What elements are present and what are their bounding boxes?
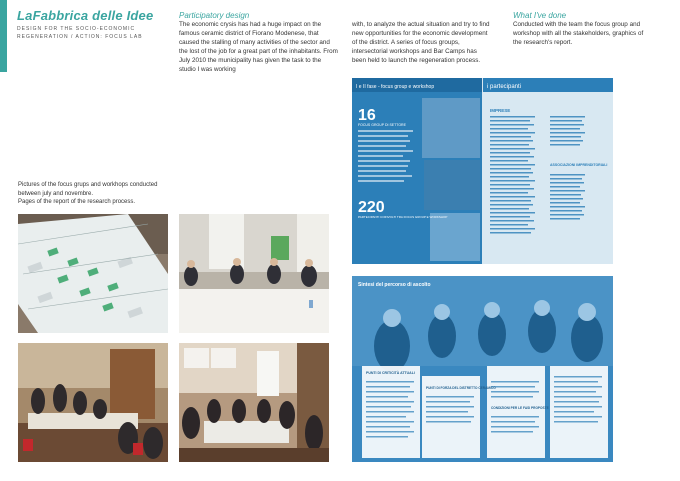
report-box-2: PUNTI DI FORZA DEL DISTRETTO CERAMICO [426,386,496,390]
accent-bar [0,0,7,72]
photo-caption [18,181,168,207]
participatory-text-1: The economic crysis has had a huge impact on the famous ceramic district of Fiorano Modenese, that caused the stalling of many activities of the sector and the lost of the job for a great part of the inhabitants. From July 2010 the municipality has given the task to the studio I was working [179,21,338,73]
report-section-2: ASSOCIAZIONI IMPRENDITORIALI [550,163,608,167]
report-right-header: i partecipanti [487,84,522,90]
report-spread-participants [352,78,613,264]
report-big-label-2: PARTECIPANTI COINVOLTI TRA FOCUS GROUP E WORKSHOP [358,215,448,219]
project-subtitle: DESIGN FOR THE SOCIO-ECONOMIC REGENERATION / ACTION: FOCUS LAB [17,26,143,40]
participatory-heading: Participatory design [179,11,250,20]
participatory-text-2: with, to analyze the actual situation and try to find new opportunities for the economic development of the district. A series of focus groups, intersectorial workshops and Bar Camps has been held to launch the regeneration process. [352,21,490,64]
photo-group-discussion [179,343,329,462]
caption-line-2: Pages of the report of the research process. [18,199,136,206]
report-box-3: CONDIZIONI PER LE FASI PROPOSTE [491,406,549,410]
participatory-block [179,11,339,74]
report-bottom-header: Sintesi del percorso di ascolto [358,282,431,288]
what-ive-done-block [513,11,653,47]
report-big-label-1: FOCUS GROUP DI SETTORE [358,123,406,127]
caption-line-1: Pictures of the focus grups and workhops conducted between july and novembre. [18,182,158,197]
report-section-1: IMPRESE [490,108,511,113]
photo-meeting-table [179,214,329,333]
photo-workshop-room [18,343,168,462]
project-title: LaFabbrica delle Idee [17,8,154,23]
report-big-number-1: 16 [358,107,376,124]
report-box-1: PUNTI DI CRITICITÀ ATTUALI [366,371,415,375]
report-big-number-2: 220 [358,199,385,216]
report-spread-synthesis [352,276,613,462]
photo-postit-wall [18,214,168,333]
report-left-header: I e II fase - focus group e workshop [356,84,435,90]
what-ive-done-text: Conducted with the team the focus group and workshop with all the stakeholders, graphics of the research's report. [513,21,644,46]
what-ive-done-heading: What I've done [513,11,567,20]
